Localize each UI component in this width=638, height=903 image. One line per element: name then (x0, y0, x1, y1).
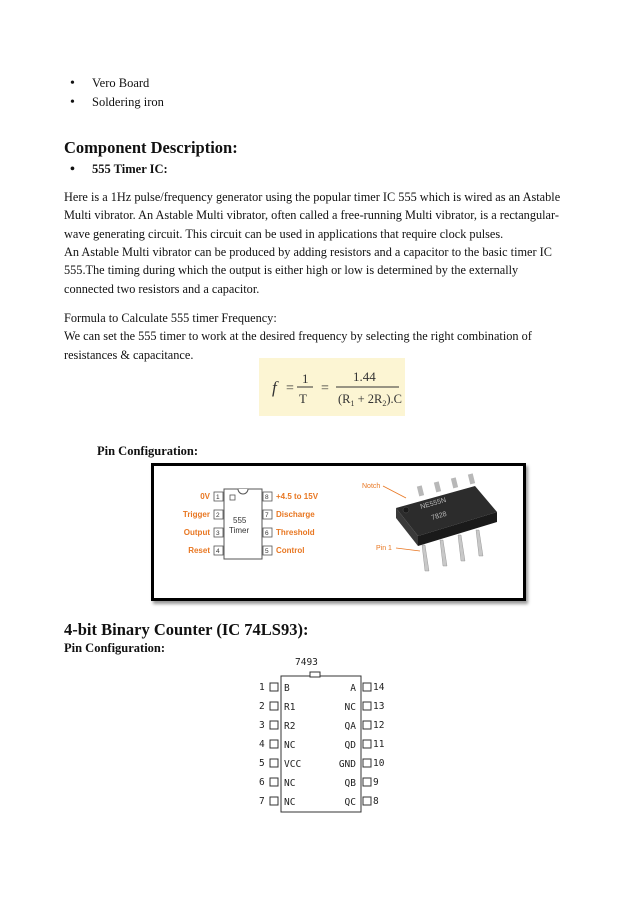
pin-number: 4 (216, 548, 220, 555)
formula-equals-2: = (321, 381, 329, 396)
pin-number: 5 (265, 548, 269, 555)
ic555-center-label-2: Timer (229, 526, 250, 535)
pin-number: 5 (259, 758, 265, 769)
pin-name: Reset (188, 546, 210, 555)
pin-name: QD (344, 740, 356, 751)
paragraph-astable-intro (64, 188, 578, 243)
pin-name: R1 (284, 702, 296, 713)
pin-name: Discharge (276, 510, 315, 519)
list-item: • 555 Timer IC: (64, 160, 168, 179)
pin-name: R2 (284, 721, 296, 732)
text-line: connected two resistors and a capacitor. (64, 281, 260, 296)
ic7493-pin-diagram (255, 655, 385, 815)
ic7493-title: 7493 (295, 657, 318, 668)
ic7493-notch (310, 672, 320, 677)
pin-number: 8 (265, 494, 269, 501)
chip-marking-2: 7828 (430, 510, 448, 522)
pin-number: 9 (373, 777, 379, 788)
pin-number: 1 (216, 494, 220, 501)
text-line: resistances & capacitance. (64, 347, 194, 362)
pin-name: NC (284, 778, 296, 789)
text-line: Here is a 1Hz pulse/frequency generator using the popular timer IC 555 which is wired as an Astable (64, 190, 561, 204)
pin-name: NC (284, 740, 296, 751)
pin-name: GND (338, 759, 356, 770)
pin-number: 6 (259, 777, 265, 788)
text-line: Formula to Calculate 555 timer Frequency: (64, 311, 277, 325)
pin-number: 4 (259, 739, 265, 750)
component-heading: Component Description: (64, 138, 238, 157)
pin-name: Threshold (276, 528, 315, 537)
pin1-label: Pin 1 (376, 545, 392, 552)
chip-marking-1: NE555N (419, 496, 447, 511)
counter-heading: 4-bit Binary Counter (IC 74LS93): (64, 620, 309, 639)
pin-number: 1 (259, 682, 265, 693)
list-item: • Soldering iron (64, 93, 164, 112)
pin-name: Trigger (182, 510, 210, 519)
pin-number: 2 (259, 701, 265, 712)
pin-number: 11 (373, 739, 385, 750)
pin-number: 12 (373, 720, 385, 731)
formula-den2: $(R_1 + 2R_2).C$ (338, 392, 403, 408)
pin-number: 6 (265, 530, 269, 537)
pin-number: 7 (259, 796, 265, 807)
text-line: Multi vibrator. An Astable Multi vibrator, often called a free-running Multi vibrator, is a rectangular- (64, 208, 559, 223)
formula-lhs: f (272, 378, 277, 397)
notch-label: Notch (362, 483, 381, 490)
pin-name: QC (344, 797, 356, 808)
ic555-photo (362, 473, 497, 571)
pin-config-label-555: Pin Configuration: (97, 444, 199, 458)
pin-config-label-7493: Pin Configuration: (64, 641, 166, 655)
pin-name: VCC (284, 759, 302, 770)
equipment-list (64, 74, 164, 112)
pin-name: Control (276, 546, 305, 555)
pin-name: Output (183, 528, 210, 537)
text-line: An Astable Multi vibrator can be produced by adding resistors and a capacitor to the basic timer IC (64, 245, 552, 259)
formula-num2: 1.44 (353, 369, 376, 384)
formula-num1: 1 (302, 371, 309, 386)
pin-number: 7 (265, 512, 269, 519)
formula-den1: T (299, 391, 307, 406)
text-line: wave generating circuit. This circuit can be used in applications that require clock pulses. (64, 226, 504, 241)
pin-number: 2 (216, 512, 220, 519)
pin-number: 10 (373, 758, 385, 769)
pin-number: 3 (216, 530, 220, 537)
ic555-right-pins (263, 492, 319, 555)
pin-number: 3 (259, 720, 265, 731)
frequency-formula (259, 358, 405, 416)
pin-name: NC (344, 702, 356, 713)
paragraph-formula (64, 309, 578, 364)
text-line: 555.The timing during which the output is either high or low is determined by the externally (64, 263, 519, 278)
ic555-pin-diagram (151, 463, 526, 601)
formula-equals: = (286, 381, 294, 396)
ic555-center-label-1: 555 (233, 516, 247, 525)
ic555-left-pins (183, 492, 223, 555)
paragraph-astable-details (64, 243, 578, 298)
pin-number: 8 (373, 796, 379, 807)
pin-name: 0V (200, 492, 210, 501)
pin-name: +4.5 to 15V (276, 492, 319, 501)
text-line: We can set the 555 timer to work at the desired frequency by selecting the right combination of (64, 329, 532, 344)
pin1-notch (230, 495, 235, 500)
pin-name: A (350, 683, 356, 694)
list-item: • Vero Board (64, 74, 164, 93)
pin-name: B (284, 683, 290, 694)
pin-name: QA (344, 721, 356, 732)
pin-number: 14 (373, 682, 385, 693)
timer-bullet-list (64, 160, 168, 179)
pin-name: QB (344, 778, 356, 789)
pin-number: 13 (373, 701, 385, 712)
pin-name: NC (284, 797, 296, 808)
